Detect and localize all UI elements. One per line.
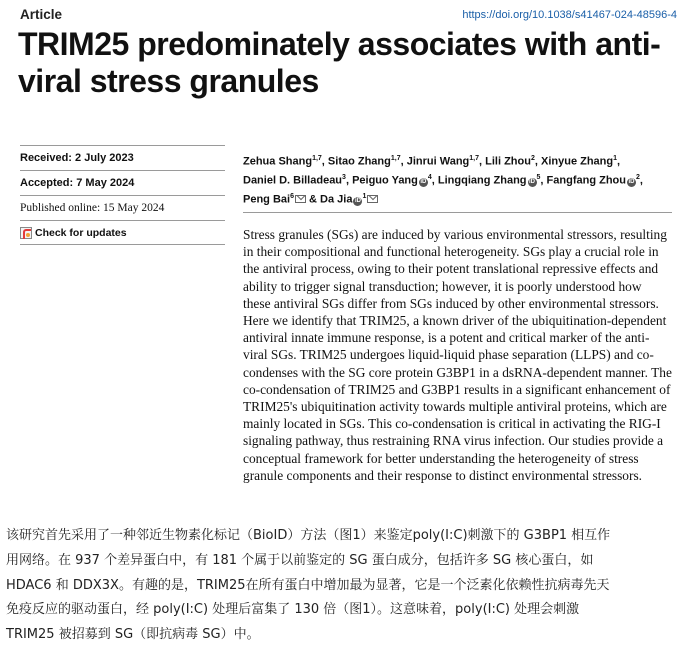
abstract-line: Here we identify that TRIM25, a known driver of the ubiquitination-dependent bbox=[243, 313, 667, 329]
author-separator: , bbox=[321, 155, 328, 168]
check-updates-button[interactable] bbox=[20, 227, 225, 239]
author-affiliation: 2 bbox=[530, 155, 535, 162]
abstract-line: conceptual framework for better understanding the heterogeneity of stress bbox=[243, 450, 639, 466]
article-dates bbox=[20, 145, 225, 245]
author-affiliation: 1 bbox=[362, 193, 367, 201]
title-line: viral stress granules bbox=[18, 63, 319, 99]
author-affiliation: 2 bbox=[635, 174, 640, 182]
abstract-line: co-condensation of TRIM25 and G3BP1 results in a significant enhancement of bbox=[243, 381, 671, 397]
abstract-line: viral SGs. TRIM25 undergoes liquid-liquid phase separation (LLPS) and co- bbox=[243, 347, 654, 363]
commentary-line: HDAC6 和 DDX3X。有趣的是，TRIM25在所有蛋白中增加最为显著，它是一个泛素化依赖性抗病毒先天 bbox=[6, 577, 610, 593]
journal-header bbox=[20, 6, 677, 26]
author-affiliation: 6 bbox=[290, 193, 294, 201]
author-name[interactable]: Lingqiang Zhang bbox=[437, 174, 527, 187]
author-affiliation: 1,7 bbox=[469, 155, 480, 162]
abstract-line: antiviral innate immune response, is a potent and critical marker of the anti- bbox=[243, 330, 650, 346]
author-affiliation: 1,7 bbox=[312, 155, 322, 162]
author-separator: , bbox=[479, 155, 486, 168]
abstract bbox=[243, 226, 679, 484]
abstract-line: ability to trigger signal transduction; however, it is poorly understood how bbox=[243, 278, 642, 294]
abstract-line: the antiviral process, owing to their potent translational repressive effects and bbox=[243, 261, 659, 277]
author-separator: , bbox=[540, 174, 547, 187]
author-name[interactable]: Da Jia bbox=[320, 193, 353, 206]
mail-icon[interactable] bbox=[367, 195, 378, 203]
abstract-line: condenses with the SG core protein G3BP1 in a dsRNA-dependent manner. The bbox=[243, 364, 672, 380]
abstract-line: mainly located in SGs. This co-condensation is critical in activating the RIG-I bbox=[243, 416, 661, 432]
orcid-icon[interactable]: iD bbox=[529, 178, 536, 185]
article-type-label: Article bbox=[20, 7, 63, 22]
commentary-line: 该研究首先采用了一种邻近生物素化标记（BioID）方法（图1）来鉴定poly(I:C)刺激下的 G3BP1 相互作 bbox=[6, 528, 611, 543]
author-name[interactable]: Fangfang Zhou bbox=[546, 174, 626, 187]
author-list bbox=[243, 151, 683, 208]
article-title bbox=[18, 26, 678, 100]
author-affiliation: 3 bbox=[342, 174, 346, 182]
author-name[interactable]: Zehua Shang bbox=[243, 155, 313, 168]
abstract-line: TRIM25's ubiquitination activity towards multiple antiviral proteins, which are bbox=[243, 399, 667, 415]
accepted-date: Accepted: 7 May 2024 bbox=[20, 170, 225, 195]
commentary-line: TRIM25 被招募到 SG（即抗病毒 SG）中。 bbox=[6, 627, 260, 643]
title-line: TRIM25 predominately associates with anti- bbox=[18, 26, 661, 62]
check-updates-row[interactable] bbox=[20, 220, 225, 245]
author-name[interactable]: Xinyue Zhang bbox=[541, 155, 614, 168]
author-separator: , bbox=[400, 155, 407, 168]
author-affiliation: 5 bbox=[536, 174, 541, 182]
author-affiliation: 4 bbox=[427, 174, 432, 182]
author-affiliation: 1,7 bbox=[390, 155, 401, 162]
author-name[interactable]: Peng Bai bbox=[243, 193, 291, 206]
chinese-commentary bbox=[6, 524, 686, 648]
author-separator: , bbox=[617, 155, 621, 168]
author-affiliation: 1 bbox=[613, 155, 618, 162]
author-name[interactable]: Lili Zhou bbox=[485, 155, 531, 168]
section-divider bbox=[243, 212, 672, 213]
author-name[interactable]: Jinrui Wang bbox=[406, 155, 470, 168]
author-separator: , bbox=[639, 174, 643, 187]
abstract-line: signaling pathway, thus restraining RNA virus infection. Our studies provide a bbox=[243, 433, 664, 449]
received-date: Received: 2 July 2023 bbox=[20, 145, 225, 170]
author-line-2 bbox=[243, 170, 683, 189]
author-separator: , bbox=[431, 174, 438, 187]
check-updates-label: Check for updates bbox=[35, 227, 127, 239]
abstract-line: in their compositional and functional heterogeneity. SGs play a crucial role in bbox=[243, 244, 659, 260]
abstract-line: granule components and their response to distinct environmental stressors. bbox=[243, 467, 643, 483]
author-name[interactable]: Sitao Zhang bbox=[327, 155, 391, 168]
author-line-3 bbox=[243, 189, 683, 208]
author-separator: & bbox=[305, 193, 321, 206]
commentary-line: 用网络。在 937 个差异蛋白中，有 181 个属于以前鉴定的 SG 蛋白成分，包括许多 SG 核心蛋白，如 bbox=[6, 552, 594, 568]
abstract-line: Stress granules (SGs) are induced by various environmental stressors, resulting bbox=[243, 227, 667, 242]
author-separator: , bbox=[534, 155, 541, 168]
commentary-line: 免疫反应的驱动蛋白，经 poly(I:C) 处理后富集了 130 倍（图1）。这意味着，poly(I:C) 处理会刺激 bbox=[6, 602, 580, 618]
author-line-1 bbox=[243, 151, 683, 170]
orcid-icon[interactable]: iD bbox=[354, 197, 361, 204]
check-for-updates-icon bbox=[20, 227, 32, 239]
orcid-icon[interactable]: iD bbox=[628, 178, 635, 185]
author-separator: , bbox=[345, 174, 353, 187]
published-date: Published online: 15 May 2024 bbox=[20, 195, 225, 220]
mail-icon[interactable] bbox=[295, 195, 306, 203]
abstract-line: these antiviral SGs differ from SGs induced by other environmental stressors. bbox=[243, 295, 659, 311]
orcid-icon[interactable]: iD bbox=[420, 178, 427, 185]
author-name[interactable]: Peiguo Yang bbox=[352, 174, 418, 187]
author-name[interactable]: Daniel D. Billadeau bbox=[243, 174, 343, 187]
doi-link[interactable]: https://doi.org/10.1038/s41467-024-48596-4 bbox=[462, 9, 677, 21]
